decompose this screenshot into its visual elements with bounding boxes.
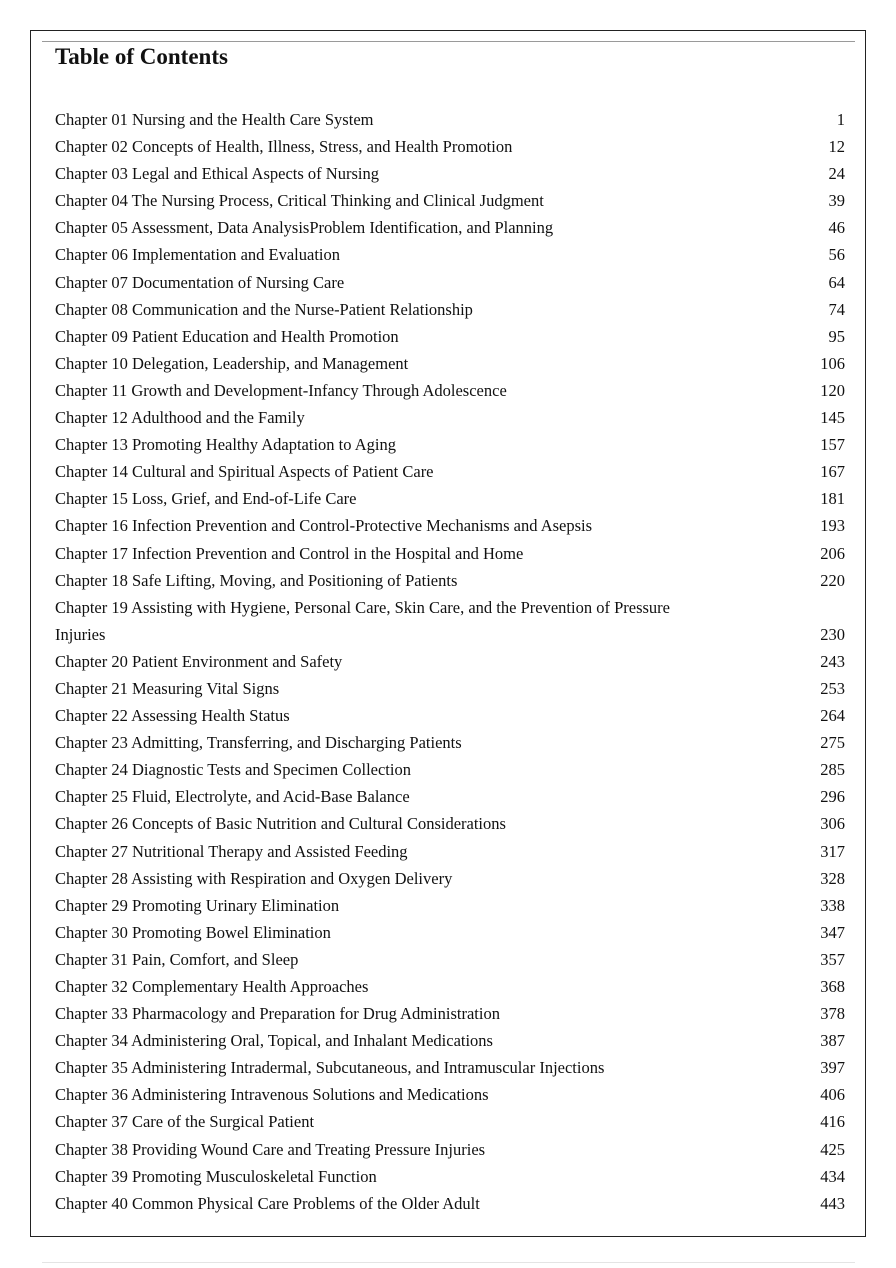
- toc-entry-page-number: 243: [820, 651, 845, 671]
- toc-entry-page-number: 145: [820, 408, 845, 428]
- toc-entry-title: Chapter 37 Care of the Surgical Patient: [55, 1112, 315, 1132]
- toc-entry: [55, 214, 845, 241]
- toc-entry: [55, 919, 845, 946]
- toc-entry: [55, 404, 845, 431]
- toc-entry: [55, 350, 845, 377]
- toc-entry-title: Chapter 10 Delegation, Leadership, and Management: [55, 353, 409, 373]
- toc-entry-title: Chapter 29 Promoting Urinary Elimination: [55, 895, 340, 915]
- toc-entry: [55, 648, 845, 675]
- toc-entry-title: Chapter 11 Growth and Development-Infancy Through Adolescence: [55, 380, 507, 400]
- toc-entry: [55, 241, 845, 268]
- toc-entry-page-number: 328: [820, 868, 845, 888]
- toc-entry: [55, 296, 845, 323]
- toc-entry-page-number: 443: [820, 1193, 845, 1213]
- toc-entry-title: Chapter 27 Nutritional Therapy and Assisted Feeding: [55, 841, 408, 861]
- toc-entry-page-number: 264: [820, 706, 845, 726]
- toc-entry-page-number: 306: [820, 814, 845, 834]
- toc-entry-page-number: 181: [820, 489, 845, 509]
- toc-entry-title: Chapter 24 Diagnostic Tests and Specimen Collection: [55, 760, 411, 780]
- toc-entry: [55, 702, 845, 729]
- toc-entry-title: Chapter 16 Infection Prevention and Control-Protective Mechanisms and Asepsis: [55, 516, 593, 536]
- toc-entry-title: Chapter 23 Admitting, Transferring, and Discharging Patients: [55, 733, 462, 753]
- toc-entry: [55, 1190, 845, 1217]
- toc-entry-page-number: 56: [828, 245, 845, 265]
- toc-entry-title: Chapter 15 Loss, Grief, and End-of-Life Care: [55, 489, 357, 509]
- bottom-rule: [42, 1262, 855, 1263]
- toc-entry-page-number: 378: [820, 1004, 845, 1024]
- toc-entry-page-number: 275: [820, 733, 845, 753]
- toc-entry-title: Chapter 04 The Nursing Process, Critical Thinking and Clinical Judgment: [55, 191, 544, 211]
- toc-entry-page-number: 157: [820, 435, 845, 455]
- toc-entry: [55, 485, 845, 512]
- toc-entry: [55, 1136, 845, 1163]
- toc-entry: [55, 567, 845, 594]
- toc-entry-title: Chapter 07 Documentation of Nursing Care: [55, 272, 345, 292]
- toc-entry-title: Chapter 09 Patient Education and Health Promotion: [55, 326, 399, 346]
- toc-entry-title: Chapter 02 Concepts of Health, Illness, Stress, and Health Promotion: [55, 137, 513, 157]
- toc-entry-page-number: 220: [820, 570, 845, 590]
- toc-entry-title: Chapter 31 Pain, Comfort, and Sleep: [55, 949, 299, 969]
- toc-entry: [55, 458, 845, 485]
- toc-entry-title: Chapter 33 Pharmacology and Preparation for Drug Administration: [55, 1004, 500, 1024]
- toc-entry-page-number: 347: [820, 922, 845, 942]
- toc-entry: [55, 783, 845, 810]
- toc-entry-page-number: 387: [820, 1031, 845, 1051]
- toc-entry: [55, 1000, 845, 1027]
- toc-entry: [55, 756, 845, 783]
- toc-entry-title: Chapter 19 Assisting with Hygiene, Personal Care, Skin Care, and the Prevention of Pressure Injuries: [55, 597, 670, 644]
- toc-list: [55, 106, 845, 1217]
- toc-entry: [55, 1163, 845, 1190]
- toc-entry-page-number: 95: [828, 326, 845, 346]
- toc-entry-page-number: 1: [836, 110, 845, 129]
- toc-entry-title: Chapter 40 Common Physical Care Problems of the Older Adult: [55, 1193, 480, 1213]
- toc-entry: [55, 160, 845, 187]
- toc-entry: [55, 1027, 845, 1054]
- toc-entry-page-number: 167: [820, 462, 845, 482]
- toc-entry-title: Chapter 34 Administering Oral, Topical, and Inhalant Medications: [55, 1031, 493, 1051]
- toc-entry-page-number: 230: [820, 624, 845, 644]
- toc-entry-page-number: 317: [820, 841, 845, 861]
- toc-entry-page-number: 416: [820, 1112, 845, 1132]
- toc-entry-page-number: 357: [820, 949, 845, 969]
- toc-entry-title: Chapter 35 Administering Intradermal, Subcutaneous, and Intramuscular Injections: [55, 1058, 605, 1078]
- toc-entry-page-number: 39: [828, 191, 845, 211]
- page-title: Table of Contents: [55, 44, 228, 69]
- toc-entry-page-number: 46: [828, 218, 845, 238]
- toc-entry-title: Chapter 39 Promoting Musculoskeletal Function: [55, 1166, 377, 1186]
- toc-entry: [55, 431, 845, 458]
- toc-entry-title: Chapter 13 Promoting Healthy Adaptation to Aging: [55, 435, 396, 455]
- toc-entry-page-number: 425: [820, 1139, 845, 1159]
- toc-entry: [55, 540, 845, 567]
- toc-entry-page-number: 74: [828, 299, 845, 319]
- toc-entry-page-number: 296: [820, 787, 845, 807]
- toc-entry-page-number: 64: [828, 272, 845, 292]
- toc-entry-title: Chapter 12 Adulthood and the Family: [55, 408, 305, 428]
- toc-entry-title: Chapter 38 Providing Wound Care and Treating Pressure Injuries: [55, 1139, 486, 1159]
- toc-entry-title: Chapter 17 Infection Prevention and Control in the Hospital and Home: [55, 543, 524, 563]
- toc-entry-page-number: 206: [820, 543, 845, 563]
- toc-entry: [55, 810, 845, 837]
- toc-entry: [55, 323, 845, 350]
- toc-entry: [55, 1081, 845, 1108]
- toc-entry-title: Chapter 18 Safe Lifting, Moving, and Positioning of Patients: [55, 570, 458, 590]
- toc-entry: [55, 1108, 845, 1135]
- toc-entry-page-number: 12: [828, 137, 845, 157]
- toc-entry-page-number: 120: [820, 380, 845, 400]
- toc-entry: [55, 594, 845, 648]
- toc-entry: [55, 946, 845, 973]
- toc-entry: [55, 512, 845, 539]
- toc-entry: [55, 133, 845, 160]
- toc-entry-page-number: 193: [820, 516, 845, 536]
- toc-entry-page-number: 397: [820, 1058, 845, 1078]
- toc-entry-title: Chapter 36 Administering Intravenous Solutions and Medications: [55, 1085, 489, 1105]
- toc-entry: [55, 377, 845, 404]
- toc-entry: [55, 1054, 845, 1081]
- toc-entry-page-number: 285: [820, 760, 845, 780]
- toc-entry-title: Chapter 28 Assisting with Respiration and Oxygen Delivery: [55, 868, 453, 888]
- toc-entry: [55, 892, 845, 919]
- toc-entry-title: Chapter 26 Concepts of Basic Nutrition and Cultural Considerations: [55, 814, 506, 834]
- toc-entry-page-number: 338: [820, 895, 845, 915]
- toc-entry-title: Chapter 03 Legal and Ethical Aspects of Nursing: [55, 164, 379, 184]
- toc-entry-page-number: 106: [820, 353, 845, 373]
- toc-entry-title: Chapter 01 Nursing and the Health Care System: [55, 110, 374, 129]
- toc-entry-title: Chapter 22 Assessing Health Status: [55, 706, 290, 726]
- toc-entry-page-number: 24: [828, 164, 845, 184]
- toc-entry-title: Chapter 20 Patient Environment and Safety: [55, 651, 343, 671]
- toc-entry-title: Chapter 32 Complementary Health Approaches: [55, 977, 369, 996]
- toc-entry: [55, 187, 845, 214]
- toc-entry-title: Chapter 25 Fluid, Electrolyte, and Acid-Base Balance: [55, 787, 410, 807]
- toc-entry-title: Chapter 14 Cultural and Spiritual Aspects of Patient Care: [55, 462, 434, 482]
- toc-entry-page-number: 368: [820, 977, 845, 996]
- toc-entry-title: Chapter 05 Assessment, Data AnalysisProblem Identification, and Planning: [55, 218, 554, 238]
- toc-entry-page-number: 406: [820, 1085, 845, 1105]
- toc-entry: [55, 106, 845, 133]
- toc-entry: [55, 269, 845, 296]
- toc-entry-title: Chapter 08 Communication and the Nurse-Patient Relationship: [55, 299, 473, 319]
- toc-entry-page-number: 253: [820, 678, 845, 698]
- toc-entry: [55, 838, 845, 865]
- toc-entry-title: Chapter 06 Implementation and Evaluation: [55, 245, 341, 265]
- toc-entry: [55, 729, 845, 756]
- toc-entry-title: Chapter 30 Promoting Bowel Elimination: [55, 922, 331, 942]
- toc-entry: [55, 675, 845, 702]
- toc-entry-title: Chapter 21 Measuring Vital Signs: [55, 678, 280, 698]
- toc-entry-page-number: 434: [820, 1166, 845, 1186]
- toc-entry: [55, 865, 845, 892]
- toc-entry: [55, 973, 845, 1000]
